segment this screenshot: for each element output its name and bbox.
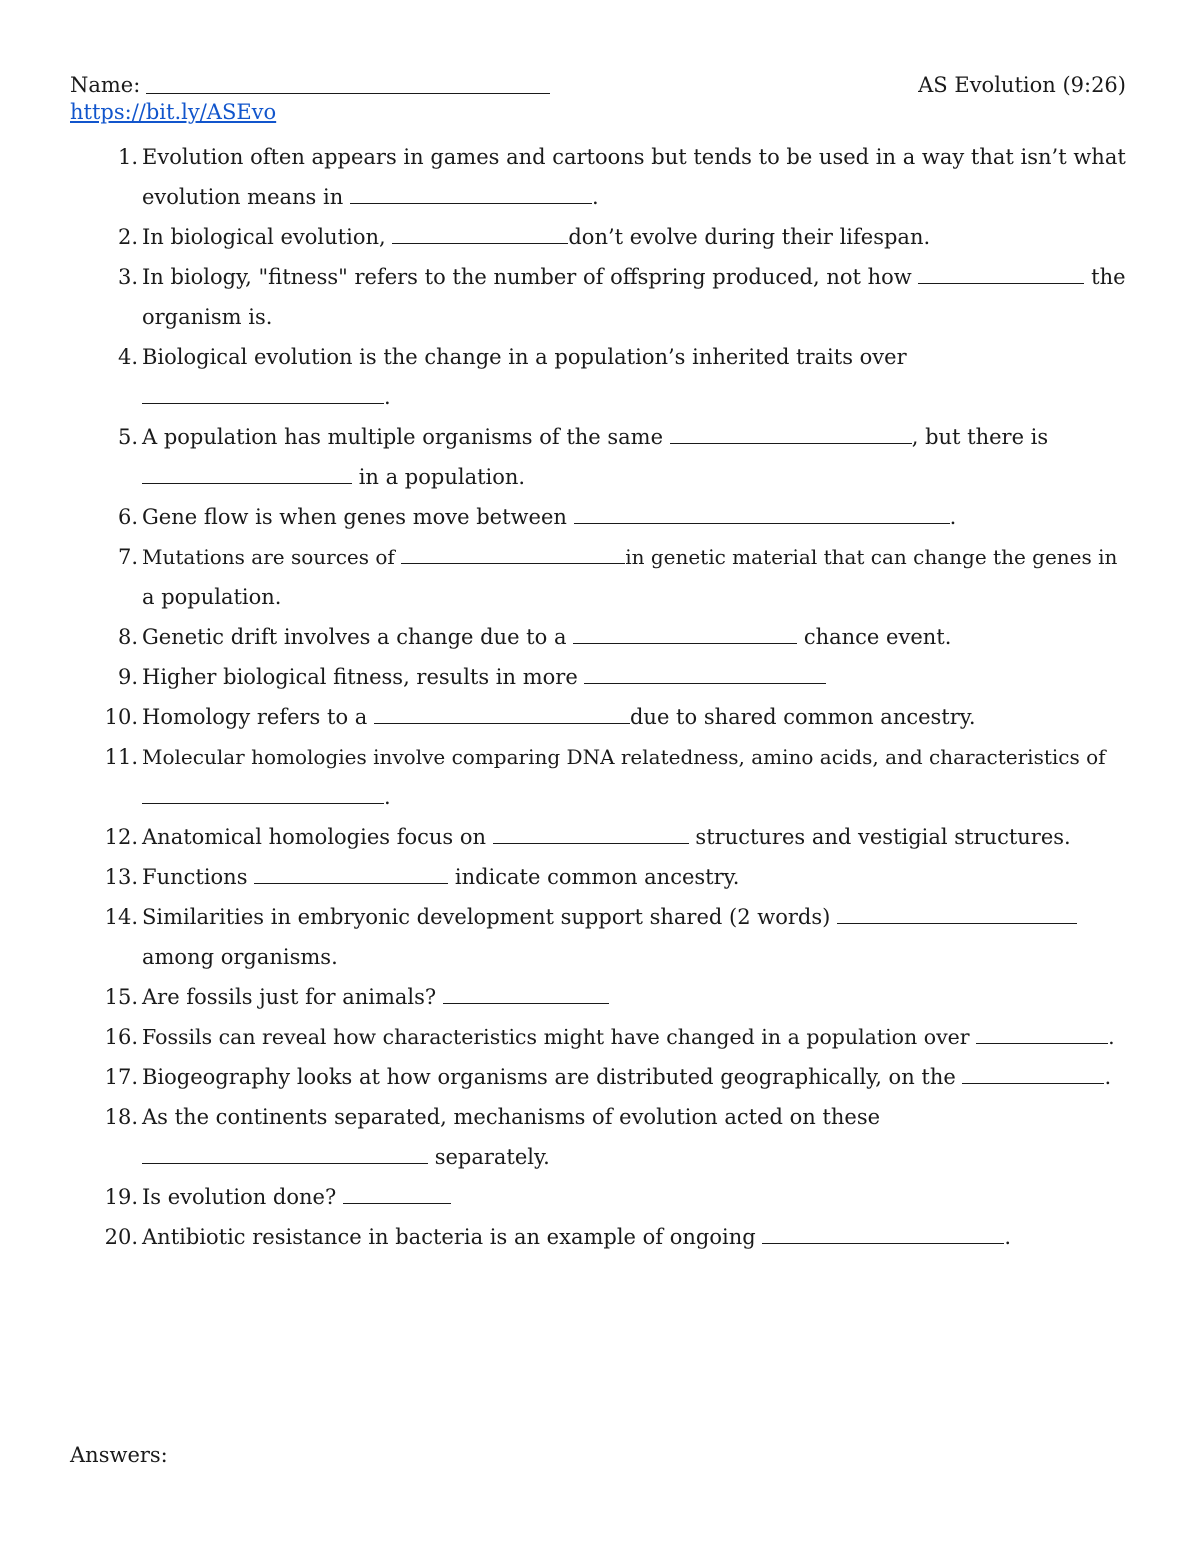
question-number: 4. bbox=[117, 345, 138, 369]
question-text bbox=[142, 1097, 1126, 1137]
question-text-part: Are fossils just for animals? bbox=[142, 985, 437, 1009]
question-text bbox=[142, 137, 1126, 177]
answer-blank[interactable] bbox=[142, 802, 384, 804]
question-text-part: A population has multiple organisms of the same bbox=[142, 425, 664, 449]
question-number: 15. bbox=[104, 985, 138, 1009]
question-number: 19. bbox=[104, 1185, 138, 1209]
answer-blank[interactable] bbox=[670, 442, 912, 444]
question-text-part: In biology, "fitness" refers to the number of offspring produced, not how bbox=[142, 265, 912, 289]
question-number: 7. bbox=[117, 545, 138, 569]
question-text-part: Functions bbox=[142, 865, 248, 889]
question-text-part: As the continents separated, mechanisms of evolution acted on these bbox=[142, 1105, 881, 1129]
question-item bbox=[70, 537, 1126, 617]
question-text bbox=[142, 977, 1126, 1017]
name-field[interactable] bbox=[146, 68, 550, 94]
question-text bbox=[142, 937, 1126, 977]
question-item bbox=[70, 977, 1126, 1017]
question-text bbox=[142, 657, 1126, 697]
question-number: 17. bbox=[104, 1065, 138, 1089]
answer-blank[interactable] bbox=[443, 1002, 609, 1004]
question-text-part: the bbox=[1091, 265, 1126, 289]
question-text-part: Evolution often appears in games and cartoons but tends to be used in a way that isn’t what bbox=[142, 145, 1126, 169]
answer-blank[interactable] bbox=[374, 722, 630, 724]
answer-blank[interactable] bbox=[584, 682, 826, 684]
question-text bbox=[142, 817, 1126, 857]
question-text bbox=[142, 697, 1126, 737]
answer-blank[interactable] bbox=[142, 482, 352, 484]
question-text bbox=[142, 1017, 1126, 1057]
question-item bbox=[70, 697, 1126, 737]
answer-blank[interactable] bbox=[962, 1082, 1104, 1084]
question-text bbox=[142, 217, 1126, 257]
question-text-part: chance event. bbox=[803, 625, 952, 649]
question-text-part: Gene flow is when genes move between bbox=[142, 505, 567, 529]
answer-blank[interactable] bbox=[493, 842, 689, 844]
worksheet-link[interactable]: https://bit.ly/ASEvo bbox=[70, 100, 277, 124]
question-item bbox=[70, 657, 1126, 697]
question-number: 16. bbox=[104, 1025, 138, 1049]
question-text bbox=[142, 457, 1126, 497]
question-number: 12. bbox=[104, 825, 138, 849]
answer-blank[interactable] bbox=[343, 1202, 451, 1204]
question-item bbox=[70, 337, 1126, 417]
question-text-part: , but there is bbox=[911, 425, 1049, 449]
question-number: 8. bbox=[117, 625, 138, 649]
question-text-part: In biological evolution, bbox=[142, 225, 386, 249]
name-label: Name: bbox=[70, 73, 141, 97]
question-text-part: Molecular homologies involve comparing DNA relatedness, amino acids, and characteristics of bbox=[142, 745, 1106, 769]
question-text bbox=[142, 897, 1126, 937]
question-text bbox=[142, 497, 1126, 537]
answer-blank[interactable] bbox=[392, 242, 568, 244]
question-number: 9. bbox=[117, 665, 138, 689]
question-item bbox=[70, 417, 1126, 497]
answer-blank[interactable] bbox=[350, 202, 592, 204]
answer-blank[interactable] bbox=[254, 882, 448, 884]
question-number: 5. bbox=[117, 425, 138, 449]
question-text-part: Higher biological fitness, results in more bbox=[142, 665, 578, 689]
question-text-part: . bbox=[949, 505, 957, 529]
question-text bbox=[142, 617, 1126, 657]
question-text bbox=[142, 737, 1126, 777]
question-number: 10. bbox=[104, 705, 138, 729]
question-item bbox=[70, 897, 1126, 977]
question-item bbox=[70, 497, 1126, 537]
question-item bbox=[70, 857, 1126, 897]
answer-blank[interactable] bbox=[574, 522, 950, 524]
question-text bbox=[142, 577, 1126, 617]
question-text-part: don’t evolve during their lifespan. bbox=[568, 225, 931, 249]
question-text bbox=[142, 377, 1126, 417]
question-item bbox=[70, 1217, 1126, 1257]
answer-blank[interactable] bbox=[762, 1242, 1004, 1244]
question-text bbox=[142, 297, 1126, 337]
question-text-part: . bbox=[1104, 1065, 1112, 1089]
question-text-part: in genetic material that can change the genes in bbox=[625, 545, 1118, 569]
question-text-part: Is evolution done? bbox=[142, 1185, 337, 1209]
answers-label: Answers: bbox=[70, 1443, 168, 1467]
question-text-part: organism is. bbox=[142, 305, 273, 329]
question-text-part: separately. bbox=[434, 1145, 550, 1169]
question-item bbox=[70, 257, 1126, 337]
answer-blank[interactable] bbox=[918, 282, 1084, 284]
question-text-part: Biological evolution is the change in a population’s inherited traits over bbox=[142, 345, 907, 369]
question-item bbox=[70, 737, 1126, 817]
question-text bbox=[142, 257, 1126, 297]
question-text-part: a population. bbox=[142, 585, 282, 609]
question-item bbox=[70, 1097, 1126, 1177]
question-number: 20. bbox=[104, 1225, 138, 1249]
question-number: 3. bbox=[117, 265, 138, 289]
question-text-part: among organisms. bbox=[142, 945, 338, 969]
question-number: 1. bbox=[117, 145, 138, 169]
question-number: 14. bbox=[104, 905, 138, 929]
question-number: 2. bbox=[117, 225, 138, 249]
question-text-part: . bbox=[384, 385, 391, 409]
question-text bbox=[142, 537, 1126, 577]
question-text bbox=[142, 337, 1126, 377]
answer-blank[interactable] bbox=[573, 642, 797, 644]
document-title: AS Evolution (9:26) bbox=[918, 73, 1126, 97]
question-text-part: indicate common ancestry. bbox=[454, 865, 740, 889]
question-item bbox=[70, 1017, 1126, 1057]
question-number: 18. bbox=[104, 1105, 138, 1129]
question-item bbox=[70, 1057, 1126, 1097]
question-text bbox=[142, 417, 1126, 457]
question-text-part: in a population. bbox=[358, 465, 526, 489]
question-text bbox=[142, 1137, 1126, 1177]
question-text-part: Similarities in embryonic development support shared (2 words) bbox=[142, 905, 831, 929]
question-item bbox=[70, 1177, 1126, 1217]
question-number: 6. bbox=[117, 505, 138, 529]
question-number: 13. bbox=[104, 865, 138, 889]
question-text bbox=[142, 1177, 1126, 1217]
question-text-part: structures and vestigial structures. bbox=[695, 825, 1071, 849]
question-text-part: Homology refers to a bbox=[142, 705, 368, 729]
question-number: 11. bbox=[104, 745, 138, 769]
question-text-part: Genetic drift involves a change due to a bbox=[142, 625, 567, 649]
question-text-part: Anatomical homologies focus on bbox=[142, 825, 487, 849]
question-text bbox=[142, 857, 1126, 897]
answer-blank[interactable] bbox=[401, 562, 625, 564]
answer-blank[interactable] bbox=[142, 402, 384, 404]
question-item bbox=[70, 137, 1126, 217]
answer-blank[interactable] bbox=[976, 1042, 1108, 1044]
question-item bbox=[70, 217, 1126, 257]
question-text-part: due to shared common ancestry. bbox=[629, 705, 976, 729]
question-text bbox=[142, 777, 1126, 817]
question-text-part: . bbox=[384, 785, 391, 809]
question-text-part: . bbox=[1004, 1225, 1012, 1249]
question-item bbox=[70, 817, 1126, 857]
question-text bbox=[142, 1217, 1126, 1257]
answer-blank[interactable] bbox=[142, 1162, 428, 1164]
question-text bbox=[142, 177, 1126, 217]
question-text-part: Biogeography looks at how organisms are distributed geographically, on the bbox=[142, 1065, 956, 1089]
question-text-part: evolution means in bbox=[142, 185, 344, 209]
question-text-part: . bbox=[1108, 1025, 1115, 1049]
question-text-part: Fossils can reveal how characteristics might have changed in a population over bbox=[142, 1025, 970, 1049]
question-text-part: Antibiotic resistance in bacteria is an example of ongoing bbox=[142, 1225, 756, 1249]
answer-blank[interactable] bbox=[837, 922, 1077, 924]
question-item bbox=[70, 617, 1126, 657]
question-text-part: Mutations are sources of bbox=[142, 545, 395, 569]
question-text-part: . bbox=[591, 185, 599, 209]
question-text bbox=[142, 1057, 1126, 1097]
